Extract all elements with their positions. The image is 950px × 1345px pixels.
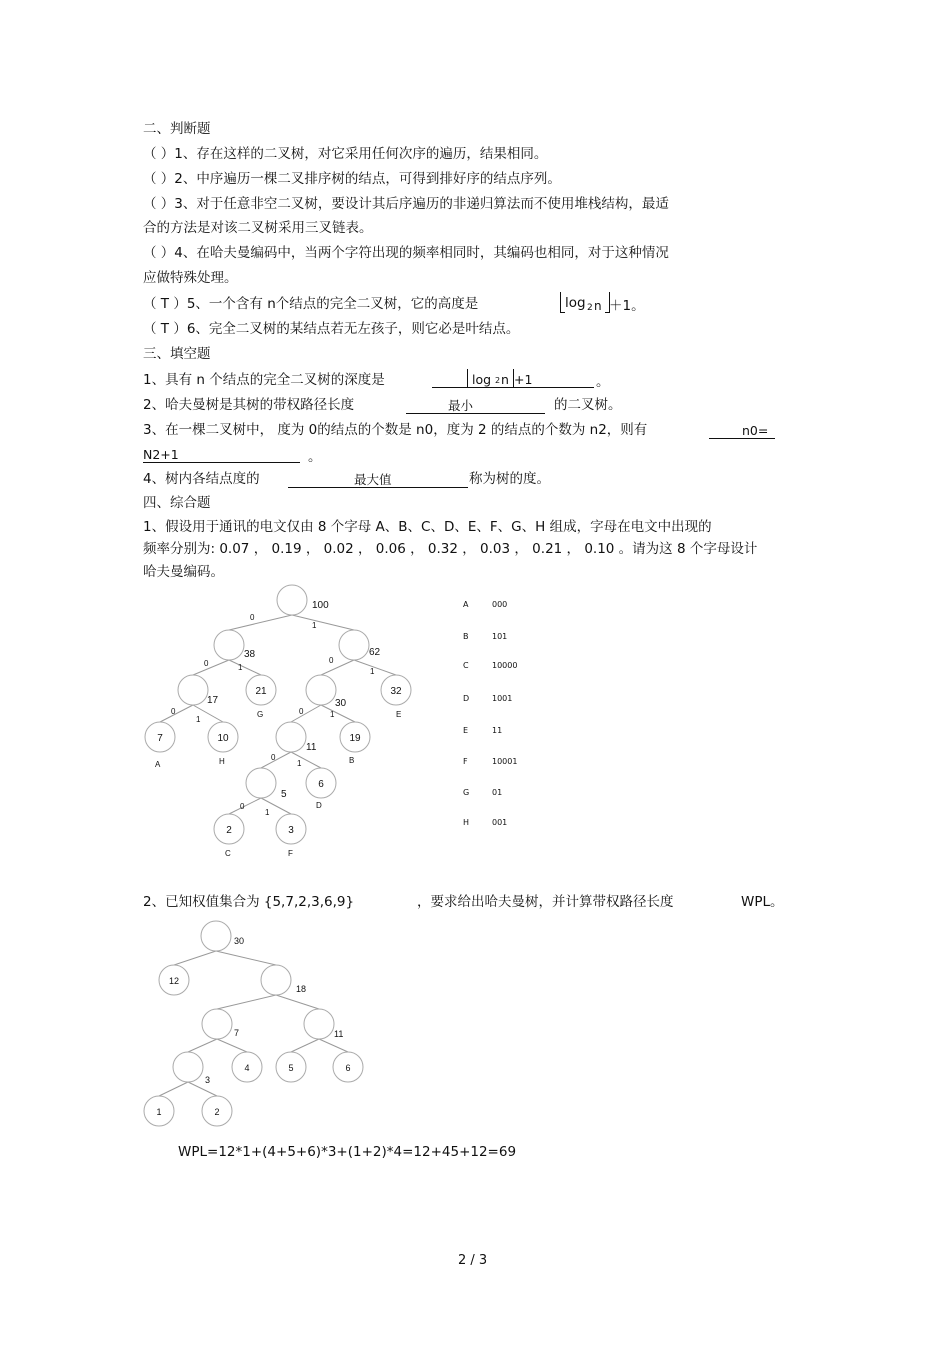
question-3-line2: 合的方法是对该二叉树采用三叉链表。 xyxy=(143,220,373,236)
section2-title: 二、判断题 xyxy=(143,121,211,137)
tree1-edge xyxy=(354,660,396,675)
tree1-edge xyxy=(291,705,321,722)
tree1-leaf-letter: B xyxy=(349,756,355,765)
tree2-edge xyxy=(217,1039,247,1052)
tree1-leaf-letter: G xyxy=(257,710,264,719)
problem-2-wpl: WPL。 xyxy=(741,894,784,910)
tree1-edge-label: 1 xyxy=(370,667,375,676)
tree2-edge xyxy=(188,1082,217,1096)
problem-2: 2、已知权值集合为 {5,7,2,3,6,9} xyxy=(143,894,355,910)
tree2-node xyxy=(173,1052,203,1082)
tree1-edge-label: 0 xyxy=(250,613,255,622)
tree1-edge xyxy=(321,660,354,675)
tree1-edge-label: 1 xyxy=(312,621,317,630)
tree1-node-value: 17 xyxy=(207,695,219,706)
code-letter: A xyxy=(463,600,469,609)
fill-4: 4、树内各结点度的 xyxy=(143,471,260,487)
tree1-node xyxy=(214,630,244,660)
code-letter: H xyxy=(463,818,470,827)
tree2-edge xyxy=(188,1039,217,1052)
tree1-leaf-letter: E xyxy=(396,710,402,719)
code-value: 10001 xyxy=(492,757,518,766)
tree1-leaf-letter: C xyxy=(225,849,231,858)
tree1-edge-label: 0 xyxy=(171,707,176,716)
tree2-node-value: 5 xyxy=(288,1063,294,1073)
tree1-node xyxy=(246,768,276,798)
tree2-node-value: 12 xyxy=(168,976,180,986)
code-value: 101 xyxy=(492,632,508,641)
tree1-node-value: 19 xyxy=(349,733,361,744)
tree2-edge xyxy=(291,1039,319,1052)
q5-sub: 2 xyxy=(587,303,593,313)
fill-3-answer: n0= xyxy=(742,423,769,438)
tree2-node xyxy=(202,1009,232,1039)
tree2-edge xyxy=(319,1039,348,1052)
tree1-edge-label: 0 xyxy=(271,753,276,762)
code-value: 000 xyxy=(492,600,508,609)
tree2-node xyxy=(304,1009,334,1039)
fill-3-answer2: N2+1 xyxy=(143,447,179,462)
tree1-edge-label: 1 xyxy=(238,663,243,672)
fill-1-plus: +1 xyxy=(514,372,533,387)
problem-1-line2: 频率分别为: 0.07 ， 0.19 ， 0.02 ， 0.06 ， 0.32 ， 0.03 ， 0.21 ， 0.10 。请为这 8 个字母设计 xyxy=(143,541,758,557)
fill-1-log: log xyxy=(472,372,492,387)
tree1-node-value: 6 xyxy=(318,779,324,790)
tree1-edge xyxy=(261,752,291,768)
tree2-node-value: 1 xyxy=(156,1107,162,1117)
tree1-node-value: 5 xyxy=(281,789,287,800)
problem-1-line3: 哈夫曼编码。 xyxy=(143,564,224,580)
tree1-edge xyxy=(291,752,321,768)
tree1-edge-label: 0 xyxy=(204,659,209,668)
code-value: 1001 xyxy=(492,694,513,703)
tree2-node-value: 18 xyxy=(296,984,307,994)
tree2-node-value: 7 xyxy=(234,1028,240,1038)
tree1-node-value: 2 xyxy=(226,825,232,836)
tree1-leaf-letter: F xyxy=(288,849,293,858)
code-letter: E xyxy=(463,726,469,735)
fill-3: 3、在一棵二叉树中， 度为 0的结点的个数是 n0，度为 2 的结点的个数为 n2，则有 xyxy=(143,422,648,438)
wpl-result: WPL=12*1+(4+5+6)*3+(1+2)*4=12+45+12=69 xyxy=(178,1144,517,1160)
tree1-leaf-letter: H xyxy=(219,757,225,766)
problem-1-line1: 1、假设用于通讯的电文仅由 8 个字母 A、B、C、D、E、F、G、H 组成，字母在电文中出现的 xyxy=(143,519,712,535)
fill-2-answer: 最小 xyxy=(448,398,474,413)
tree1-node xyxy=(276,722,306,752)
tree2-node-value: 6 xyxy=(345,1063,351,1073)
section4-title: 四、综合题 xyxy=(143,495,211,511)
tree1-node-value: 100 xyxy=(312,600,329,611)
tree1-edge xyxy=(292,615,354,630)
fill-1-end: 。 xyxy=(596,374,610,390)
tree1-leaf-letter: A xyxy=(155,760,161,769)
code-letter: G xyxy=(463,788,470,797)
tree1-node xyxy=(277,585,307,615)
fill-1: 1、具有 n 个结点的完全二叉树的深度是 xyxy=(143,372,385,388)
tree1-node xyxy=(306,675,336,705)
tree2-edge xyxy=(217,995,276,1009)
tree1-edge xyxy=(160,705,193,722)
code-value: 001 xyxy=(492,818,508,827)
tree2-edge xyxy=(216,951,276,965)
question-3-line1: （ ）3、对于任意非空二叉树，要设计其后序遍历的非递归算法而不使用堆栈结构，最适 xyxy=(143,196,669,212)
code-letter: C xyxy=(463,661,469,670)
question-6: （ T ）6、完全二叉树的某结点若无左孩子，则它必是叶结点。 xyxy=(143,321,520,337)
tree2-edge xyxy=(159,1082,188,1096)
tree1-node-value: 10 xyxy=(217,733,229,744)
question-1: （ ）1、存在这样的二叉树，对它采用任何次序的遍历，结果相同。 xyxy=(143,146,548,162)
tree2-node-value: 2 xyxy=(214,1107,220,1117)
tree1-edge-label: 1 xyxy=(196,715,201,724)
tree2-node-value: 4 xyxy=(244,1063,250,1073)
tree2-node xyxy=(201,921,231,951)
tree1-edge xyxy=(229,660,261,675)
q5-log: log xyxy=(565,295,586,311)
q5-n: n xyxy=(594,299,602,313)
tree1-node-value: 7 xyxy=(157,733,163,744)
section3-title: 三、填空题 xyxy=(143,346,211,362)
question-4-line1: （ ）4、在哈夫曼编码中，当两个字符出现的频率相同时，其编码也相同，对于这种情况 xyxy=(143,245,669,261)
tree1-edge-label: 0 xyxy=(329,656,334,665)
tree1-edge xyxy=(229,798,261,814)
tree1-node-value: 30 xyxy=(335,698,347,709)
code-value: 11 xyxy=(492,726,503,735)
tree1-node-value: 32 xyxy=(390,686,402,697)
question-2: （ ）2、中序遍历一棵二叉排序树的结点，可得到排好序的结点序列。 xyxy=(143,171,561,187)
tree2-node-value: 11 xyxy=(334,1029,344,1039)
tree1-node-value: 38 xyxy=(244,649,256,660)
fill-3-end: 。 xyxy=(308,449,322,465)
code-letter: B xyxy=(463,632,469,641)
tree1-node-value: 21 xyxy=(255,686,267,697)
tree1-edge-label: 1 xyxy=(330,710,335,719)
tree1-edge-label: 0 xyxy=(299,707,304,716)
q5-tail: ＋1。 xyxy=(609,298,645,314)
tree2-node-value: 30 xyxy=(234,936,245,946)
code-value: 10000 xyxy=(492,661,518,670)
tree2-edge xyxy=(174,951,216,965)
tree2-edge xyxy=(276,995,319,1009)
tree1-node-value: 62 xyxy=(369,647,381,658)
tree1-edge-label: 1 xyxy=(297,759,302,768)
fill-4-end: 称为树的度。 xyxy=(469,471,550,487)
tree1-node xyxy=(339,630,369,660)
tree1-edge-label: 0 xyxy=(240,802,245,811)
tree1-node-value: 3 xyxy=(288,825,294,836)
code-letter: F xyxy=(463,757,468,766)
question-4-line2: 应做特殊处理。 xyxy=(143,270,238,286)
question-5: （ T ）5、一个含有 n个结点的完全二叉树，它的高度是 xyxy=(143,296,479,312)
tree1-edge xyxy=(229,615,292,630)
fill-1-n: n xyxy=(501,372,509,387)
tree2-node-value: 3 xyxy=(205,1075,211,1085)
code-value: 01 xyxy=(492,788,503,797)
tree1-node xyxy=(178,675,208,705)
code-letter: D xyxy=(463,694,470,703)
tree1-leaf-letter: D xyxy=(316,801,322,810)
tree1-edge xyxy=(193,660,229,675)
fill-1-sub: 2 xyxy=(495,376,501,385)
fill-4-answer: 最大值 xyxy=(354,472,392,487)
tree2-node xyxy=(261,965,291,995)
problem-2-middle: ，要求给出哈夫曼树，并计算带权路径长度 xyxy=(417,894,674,910)
page-number: 2 / 3 xyxy=(458,1253,488,1268)
tree1-node-value: 11 xyxy=(306,742,317,753)
tree1-edge-label: 1 xyxy=(265,808,270,817)
fill-2: 2、哈夫曼树是其树的带权路径长度 xyxy=(143,397,355,413)
fill-2-end: 的二叉树。 xyxy=(554,397,622,413)
